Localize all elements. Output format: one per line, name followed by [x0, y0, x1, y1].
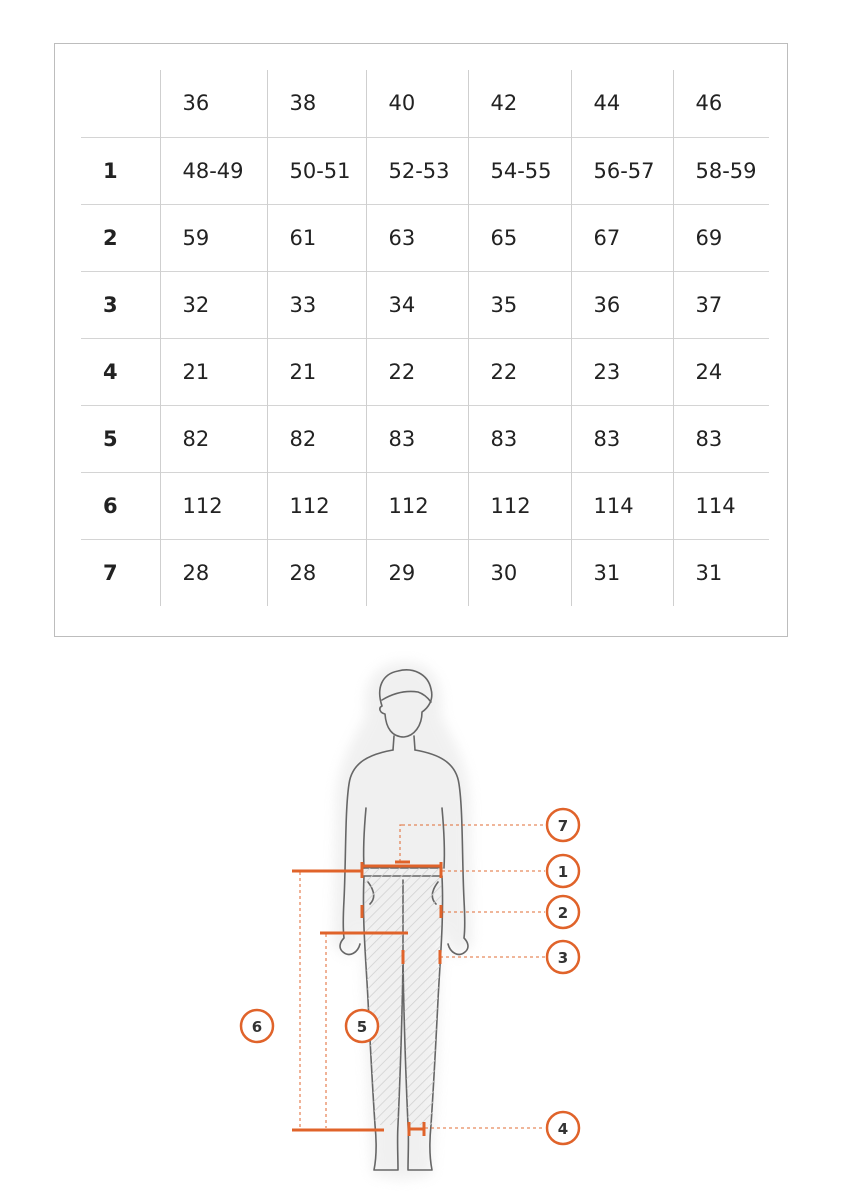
- marker-4: [547, 1112, 579, 1144]
- marker-7: [547, 809, 579, 841]
- table-cell: 50-51: [267, 137, 366, 204]
- table-cell: 35: [468, 271, 571, 338]
- table-cell: 82: [267, 405, 366, 472]
- table-cell: 114: [673, 472, 769, 539]
- table-cell: 29: [366, 539, 468, 606]
- table-cell: 33: [267, 271, 366, 338]
- size-header-row: [81, 70, 769, 137]
- table-cell: 61: [267, 204, 366, 271]
- size-header-cell: 40: [366, 70, 468, 137]
- marker-3-label: 3: [557, 949, 569, 967]
- row-label: 6: [81, 472, 160, 539]
- marker-5: [346, 1010, 378, 1042]
- marker-2-label: 2: [557, 904, 569, 922]
- size-header-cell: 38: [267, 70, 366, 137]
- marker-2: [547, 896, 579, 928]
- marker-6-label: 6: [251, 1018, 263, 1036]
- table-cell: 30: [468, 539, 571, 606]
- table-cell: 32: [160, 271, 267, 338]
- row-label: 5: [81, 405, 160, 472]
- marker-1: [547, 855, 579, 887]
- table-cell: 67: [571, 204, 673, 271]
- table-row: [81, 539, 769, 606]
- table-cell: 22: [366, 338, 468, 405]
- table-cell: 65: [468, 204, 571, 271]
- table-cell: 112: [160, 472, 267, 539]
- table-cell: 21: [160, 338, 267, 405]
- table-cell: 83: [468, 405, 571, 472]
- table-cell: 59: [160, 204, 267, 271]
- table-cell: 34: [366, 271, 468, 338]
- table-cell: 82: [160, 405, 267, 472]
- table-cell: 22: [468, 338, 571, 405]
- table-cell: 48-49: [160, 137, 267, 204]
- table-row: [81, 472, 769, 539]
- marker-4-label: 4: [557, 1120, 569, 1138]
- table-cell: 63: [366, 204, 468, 271]
- table-row: [81, 338, 769, 405]
- table-cell: 31: [673, 539, 769, 606]
- table-cell: 24: [673, 338, 769, 405]
- row-label: 4: [81, 338, 160, 405]
- table-cell: 21: [267, 338, 366, 405]
- table-row: [81, 137, 769, 204]
- table-cell: 28: [160, 539, 267, 606]
- row-label: 7: [81, 539, 160, 606]
- table-cell: 83: [366, 405, 468, 472]
- size-table-frame: [54, 43, 788, 637]
- corner-cell: [81, 70, 160, 137]
- table-cell: 56-57: [571, 137, 673, 204]
- marker-6: [241, 1010, 273, 1042]
- marker-3: [547, 941, 579, 973]
- measurement-figure: [0, 650, 853, 1200]
- table-cell: 112: [468, 472, 571, 539]
- table-cell: 37: [673, 271, 769, 338]
- table-cell: 114: [571, 472, 673, 539]
- table-row: [81, 271, 769, 338]
- row-label: 1: [81, 137, 160, 204]
- size-header-cell: 46: [673, 70, 769, 137]
- table-cell: 31: [571, 539, 673, 606]
- table-cell: 52-53: [366, 137, 468, 204]
- size-header-cell: 36: [160, 70, 267, 137]
- table-row: [81, 405, 769, 472]
- table-cell: 112: [366, 472, 468, 539]
- table-row: [81, 204, 769, 271]
- table-cell: 58-59: [673, 137, 769, 204]
- size-header-cell: 42: [468, 70, 571, 137]
- table-cell: 54-55: [468, 137, 571, 204]
- table-cell: 36: [571, 271, 673, 338]
- row-label: 2: [81, 204, 160, 271]
- table-cell: 23: [571, 338, 673, 405]
- marker-7-label: 7: [557, 817, 569, 835]
- marker-5-label: 5: [356, 1018, 368, 1036]
- size-table: [81, 70, 769, 606]
- size-header-cell: 44: [571, 70, 673, 137]
- table-cell: 69: [673, 204, 769, 271]
- marker-1-label: 1: [557, 863, 569, 881]
- table-cell: 28: [267, 539, 366, 606]
- row-label: 3: [81, 271, 160, 338]
- table-cell: 112: [267, 472, 366, 539]
- table-cell: 83: [673, 405, 769, 472]
- table-cell: 83: [571, 405, 673, 472]
